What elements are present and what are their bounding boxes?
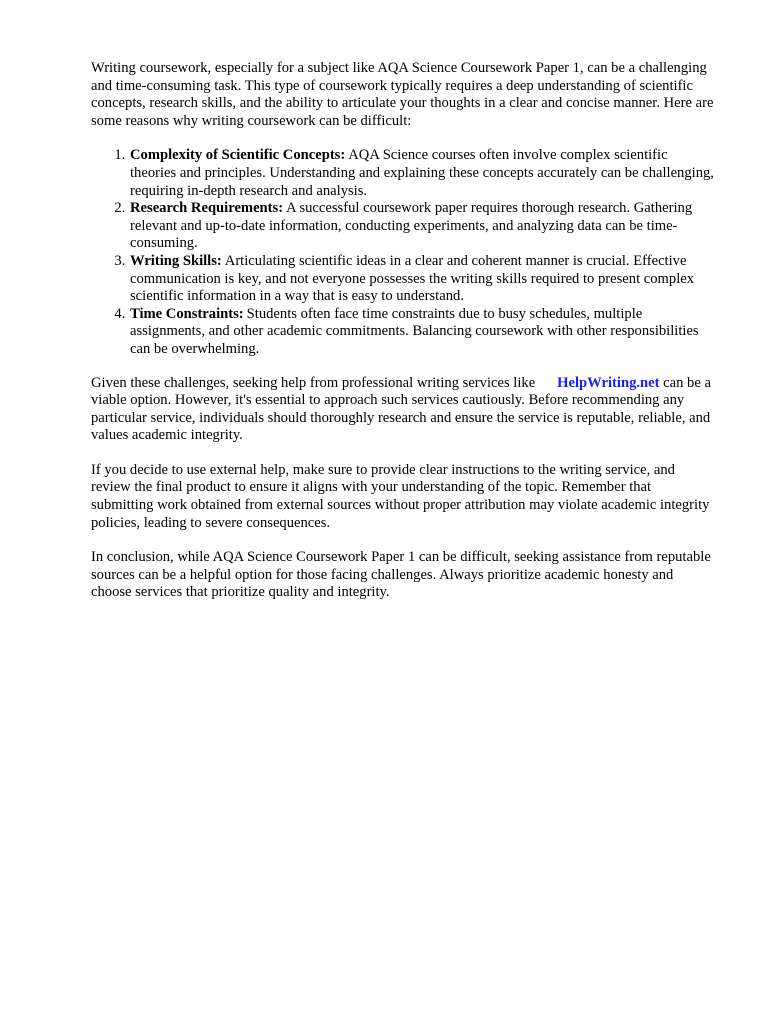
help-text-after: can be a viable option. However, it's essential to approach such services cautiously. Before recommending any particular service, individuals should thoroughly research and ensure the service is reputable, reliable, and values academic integrity. [91,374,711,444]
list-item-text: AQA Science courses often involve complex scientific theories and principles. Understanding and explaining these concepts accurately can be challenging, requiring in-depth research and analysis. [130,147,714,199]
helpwriting-link[interactable]: HelpWriting.net [557,374,660,391]
list-item-term: Complexity of Scientific Concepts: [130,147,346,164]
list-item-term: Research Requirements: [130,200,284,217]
list-item-text: A successful coursework paper requires thorough research. Gathering relevant and up-to-date information, conducting experiments, and analyzing data can be time-consuming. [130,200,693,252]
list-item-term: Time Constraints: [130,305,244,322]
list-item-text: Students often face time constraints due to busy schedules, multiple assignments, and other academic commitments. Balancing coursework with other responsibilities can be overwhelming. [130,305,699,357]
list-item [129,306,717,359]
document-body [91,60,717,619]
help-text-before: Given these challenges, seeking help from professional writing services like [91,374,536,391]
list-item [129,147,717,200]
list-item [129,200,717,253]
external-help-paragraph: If you decide to use external help, make sure to provide clear instructions to the writing service, and review the final product to ensure it aligns with your understanding of the topic. Remember that submitting work obtained from external sources without proper attribution may violate academic integrity policies, leading to severe consequences. [91,461,710,531]
reasons-list [91,147,717,358]
list-item-term: Writing Skills: [130,252,222,269]
intro-paragraph: Writing coursework, especially for a subject like AQA Science Coursework Paper 1, can be a challenging and time-consuming task. This type of coursework typically requires a deep understanding of scientific concepts, research skills, and the ability to articulate your thoughts in a clear and concise manner. Here are some reasons why writing coursework can be difficult: [91,60,714,129]
conclusion-paragraph: In conclusion, while AQA Science Coursework Paper 1 can be difficult, seeking assistance from reputable sources can be a helpful option for those facing challenges. Always prioritize academic honesty and choose services that prioritize quality and integrity. [91,549,711,601]
help-paragraph [91,375,717,445]
list-item [129,253,717,306]
list-item-text: Articulating scientific ideas in a clear and coherent manner is crucial. Effective communication is key, and not everyone possesses the writing skills required to present complex scientific information in a way that is easy to understand. [130,252,695,305]
